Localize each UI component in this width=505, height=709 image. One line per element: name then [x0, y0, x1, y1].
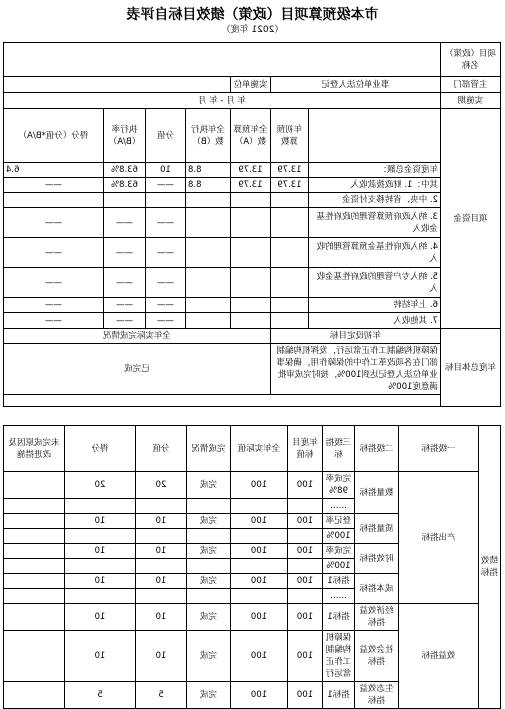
perf-max: 20	[135, 472, 186, 499]
funds-row-label: 其中：1. 财政拨款收入	[309, 178, 441, 193]
perf-l3: ……	[322, 499, 354, 514]
perf-max: 10	[135, 631, 186, 682]
funds-row-label: 3. 纳入政府预算管理的政府性基金收入	[309, 208, 441, 238]
goals-spacer	[3, 395, 440, 407]
funds-row-label: 4. 纳入政府性基金预算管理的收入	[309, 238, 441, 268]
implementer-value: 事业单位法人登记	[271, 77, 441, 93]
perf-actual: 100	[230, 514, 287, 529]
perf-max: 10	[135, 574, 186, 589]
output-indicator-label: 产出指标	[398, 472, 478, 604]
perf-reason	[3, 589, 64, 604]
perf-target: 100	[287, 544, 322, 559]
goals-expected-text: 保障机构编制工作正常运行，发挥机构编制部门在各项改革工作中的保障作用，确保事业单位法人登记达到100%，按时完成审批满意度100%	[271, 344, 441, 395]
funds-row-label: 6. 上年结转	[309, 298, 441, 313]
perf-score: 20	[64, 472, 135, 499]
funds-row-label: 2. 中央、省转移支付资金	[309, 193, 441, 208]
perf-header-score: 得分	[64, 426, 135, 472]
perf-actual	[230, 529, 287, 544]
perf-status	[186, 589, 230, 604]
perf-target	[287, 499, 322, 514]
funds-initial	[271, 208, 309, 238]
goals-actual-text: 已完成	[3, 344, 270, 395]
funds-rate: ——	[104, 208, 146, 238]
funds-exec	[186, 313, 231, 329]
perf-max	[135, 589, 186, 604]
perf-l3: 完成率98%	[322, 472, 354, 499]
perf-score: 10	[64, 514, 135, 529]
funds-row-label: 年度资金总额：	[309, 163, 441, 178]
perf-reason	[3, 472, 64, 499]
perf-header-actual: 全年实际值	[230, 426, 287, 472]
funds-row	[3, 208, 500, 238]
perf-reason	[3, 574, 64, 589]
funds-row	[3, 298, 500, 313]
perf-status	[186, 529, 230, 544]
funds-initial	[271, 238, 309, 268]
funds-initial	[271, 193, 309, 208]
funds-initial	[271, 268, 309, 298]
perf-l3: 指标1	[322, 682, 354, 709]
funds-score-max: ——	[146, 208, 186, 238]
perf-max: 10	[135, 514, 186, 529]
perf-l2: 社会效益指标	[354, 631, 398, 682]
funds-initial	[271, 313, 309, 329]
perf-l3: 指标1	[322, 604, 354, 631]
perf-header-l1: 一级指标	[398, 426, 478, 472]
perf-max	[135, 529, 186, 544]
perf-l3: 100%	[322, 559, 354, 574]
funds-budget: 13.79	[231, 178, 271, 193]
funds-score-max: 10	[146, 163, 186, 178]
funds-budget	[231, 208, 271, 238]
perf-header-status: 完成情况	[186, 426, 230, 472]
perf-max: 5	[135, 682, 186, 709]
funds-exec	[186, 208, 231, 238]
perf-l2: 成本指标	[354, 574, 398, 604]
period-value: 年 月 - 年 月	[3, 93, 440, 109]
perf-status	[186, 559, 230, 574]
perf-l2: 经济效益指标	[354, 604, 398, 631]
funds-col-header: 分值	[146, 109, 186, 163]
perf-score	[64, 589, 135, 604]
funds-exec	[186, 268, 231, 298]
perf-status: 完成	[186, 604, 230, 631]
funds-row	[3, 238, 500, 268]
perf-actual	[230, 589, 287, 604]
perf-actual: 100	[230, 574, 287, 589]
perf-max	[135, 559, 186, 574]
project-name-label: 项目（政策）名称	[441, 43, 501, 77]
funds-rate: ——	[104, 268, 146, 298]
funds-initial: 13.79	[271, 178, 309, 193]
funds-col-header: 得分（分值*B/A）	[3, 109, 103, 163]
perf-header-reason: 未完成原因及改进措施	[3, 426, 64, 472]
competent-dept-value	[3, 77, 230, 93]
funds-col-header: 执行率（B/A）	[104, 109, 146, 163]
perf-target: 100	[287, 631, 322, 682]
perf-header-max: 分值	[135, 426, 186, 472]
goals-actual-header: 全年实际完成情况	[3, 329, 270, 344]
funds-exec: 8.8	[186, 163, 231, 178]
perf-target: 100	[287, 472, 322, 499]
perf-l2: 质量指标	[354, 514, 398, 544]
perf-header-l2: 二级指标	[354, 426, 398, 472]
benefit-indicator-label: 效益指标	[398, 604, 478, 709]
perf-score	[64, 559, 135, 574]
perf-row	[3, 604, 500, 631]
funds-initial	[271, 298, 309, 313]
goals-section-label: 年度总体目标	[441, 329, 501, 407]
funds-score: ——	[3, 298, 103, 313]
perf-row	[3, 472, 500, 499]
perf-l3: ……	[322, 589, 354, 604]
perf-score: 5	[64, 682, 135, 709]
funds-score: ——	[3, 268, 103, 298]
funds-score-max: ——	[146, 238, 186, 268]
goals-expected-header: 年初设定目标	[271, 329, 441, 344]
funds-rate: ——	[104, 298, 146, 313]
perf-score: 10	[64, 604, 135, 631]
funds-score-max: ——	[146, 298, 186, 313]
perf-actual: 100	[230, 631, 287, 682]
funds-score: 6.4	[3, 163, 103, 178]
perf-l2: 生态效益指标	[354, 682, 398, 709]
funds-col-header: 年初预算数	[271, 109, 309, 163]
implementer-label: 实施单位	[231, 77, 271, 93]
perf-target: 100	[287, 514, 322, 529]
funds-rate: ——	[104, 313, 146, 329]
perf-l3: 指标1	[322, 574, 354, 589]
perf-max	[135, 499, 186, 514]
perf-status: 完成	[186, 472, 230, 499]
funds-section-label: 项目资金	[441, 109, 501, 329]
perf-status: 完成	[186, 544, 230, 559]
funds-score-max: ——	[146, 268, 186, 298]
perf-status: 完成	[186, 574, 230, 589]
funds-score: ——	[3, 238, 103, 268]
funds-row	[3, 313, 500, 329]
funds-score-max	[146, 193, 186, 208]
funds-exec	[186, 298, 231, 313]
perf-reason	[3, 514, 64, 529]
funds-score-max: ——	[146, 313, 186, 329]
funds-row	[3, 268, 500, 298]
perf-reason	[3, 559, 64, 574]
perf-score	[64, 499, 135, 514]
perf-max: 10	[135, 604, 186, 631]
perf-actual: 100	[230, 544, 287, 559]
perf-actual	[230, 499, 287, 514]
perf-score	[64, 529, 135, 544]
period-label: 实施期	[441, 93, 501, 109]
perf-reason	[3, 682, 64, 709]
perf-actual	[230, 559, 287, 574]
perf-l3: 100%	[322, 529, 354, 544]
funds-budget	[231, 238, 271, 268]
perf-reason	[3, 529, 64, 544]
perf-l3: 完成率	[322, 544, 354, 559]
funds-rate	[104, 193, 146, 208]
funds-row	[3, 178, 500, 193]
evaluation-table-top	[3, 42, 501, 407]
perf-header-l3: 三级指标	[322, 426, 354, 472]
funds-col-header: 全年执行数（B）	[186, 109, 231, 163]
funds-label-header	[309, 109, 441, 163]
perf-score: 10	[64, 544, 135, 559]
funds-score: ——	[3, 178, 103, 193]
year-subtitle: （2021 年度）	[221, 25, 284, 35]
funds-budget: 13.79	[231, 163, 271, 178]
perf-target	[287, 559, 322, 574]
perf-max: 10	[135, 544, 186, 559]
perf-target: 100	[287, 682, 322, 709]
perf-target: 100	[287, 604, 322, 631]
funds-rate: 63.8%	[104, 163, 146, 178]
perf-actual: 100	[230, 604, 287, 631]
project-name-value	[3, 43, 440, 77]
perf-header-target: 年度目标值	[287, 426, 322, 472]
funds-score: ——	[3, 208, 103, 238]
perf-score: 10	[64, 631, 135, 682]
funds-budget	[231, 268, 271, 298]
perf-status	[186, 499, 230, 514]
perf-status: 完成	[186, 514, 230, 529]
perf-status: 完成	[186, 682, 230, 709]
funds-row	[3, 193, 500, 208]
funds-row-label: 5. 纳入专户管理的政府性基金收入	[309, 268, 441, 298]
competent-dept-label: 主管部门	[441, 77, 501, 93]
perf-reason	[3, 631, 64, 682]
funds-rate: ——	[104, 238, 146, 268]
perf-l2: 数量指标	[354, 472, 398, 514]
funds-row	[3, 163, 500, 178]
perf-actual: 100	[230, 472, 287, 499]
funds-budget	[231, 193, 271, 208]
perf-reason	[3, 604, 64, 631]
funds-score-max: ——	[146, 178, 186, 193]
perf-target	[287, 529, 322, 544]
perf-target	[287, 589, 322, 604]
perf-l3: 保障机构编制工作正常运行	[322, 631, 354, 682]
funds-row-label: 7. 其他收入	[309, 313, 441, 329]
funds-score	[3, 193, 103, 208]
funds-budget	[231, 313, 271, 329]
perf-reason	[3, 544, 64, 559]
perf-l3: 登记率	[322, 514, 354, 529]
evaluation-table-performance	[3, 425, 501, 709]
perf-score: 10	[64, 574, 135, 589]
perf-actual: 100	[230, 682, 287, 709]
perf-reason	[3, 499, 64, 514]
perf-outer-label: 绩效指标	[479, 426, 501, 709]
funds-score: ——	[3, 313, 103, 329]
funds-rate: 63.8%	[104, 178, 146, 193]
funds-exec	[186, 238, 231, 268]
perf-status: 完成	[186, 631, 230, 682]
funds-exec	[186, 193, 231, 208]
funds-col-header: 全年预算数（A）	[231, 109, 271, 163]
funds-budget	[231, 298, 271, 313]
perf-target: 100	[287, 574, 322, 589]
perf-l2: 时效指标	[354, 544, 398, 574]
funds-initial: 13.79	[271, 163, 309, 178]
funds-exec: 8.8	[186, 178, 231, 193]
page-title: 市本级预算项目（政策）绩效目标自评表	[126, 7, 379, 23]
